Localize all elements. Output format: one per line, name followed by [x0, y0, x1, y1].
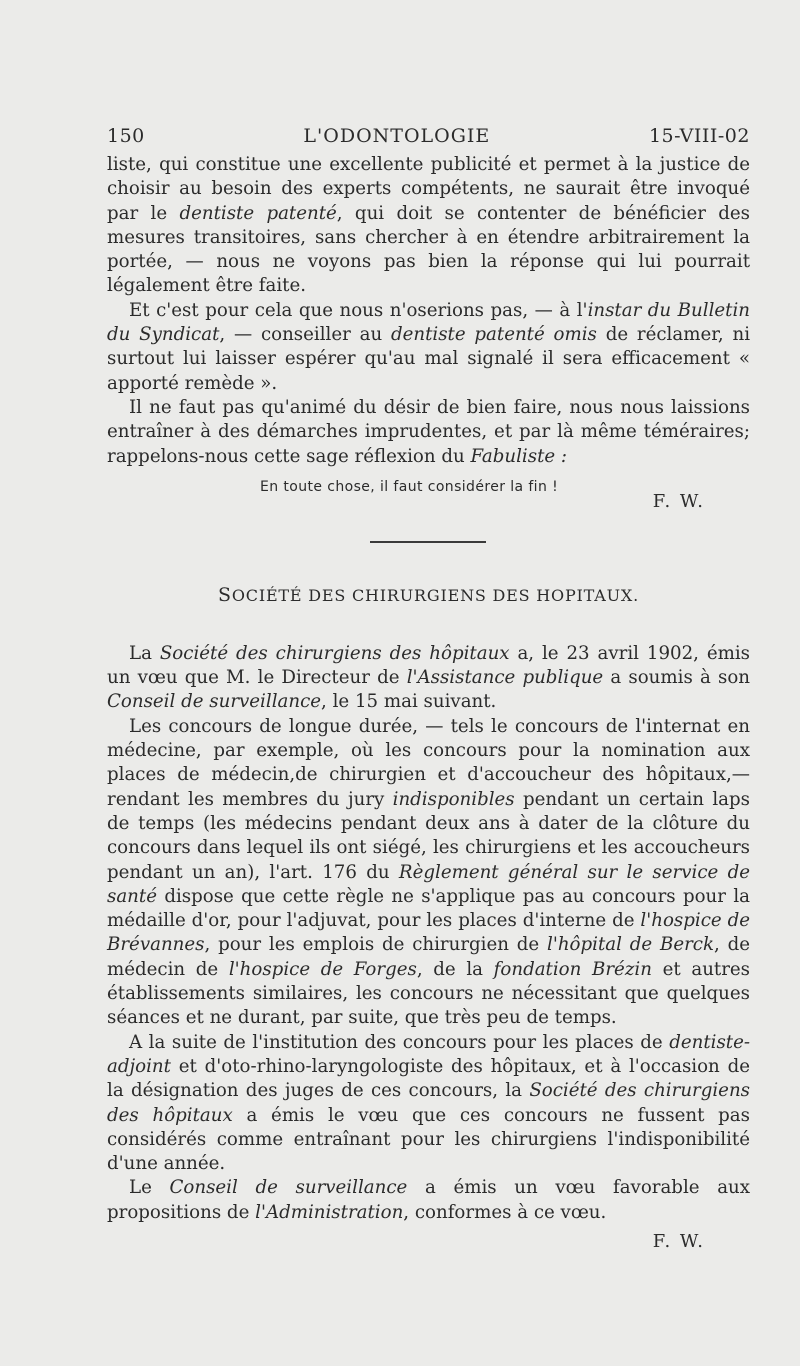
- italic-run: l'hospice de Brévannes: [107, 910, 750, 956]
- text-run: , pour les emplois de chirurgien de: [204, 934, 548, 956]
- section-heading-rest: OCIÉTÉ DES CHIRURGIENS DES HOPITAUX.: [231, 585, 639, 605]
- text-run: Et c'est pour cela que nous n'oserions pas, — à l': [129, 299, 588, 321]
- text-run: Les concours de longue durée, — tels le concours de l'internat en médecine, par exemple, où les concours pour la nomination aux places de médecin,de chirurgien et d'accoucheur des hôpitaux,— rendant les membres du jury: [107, 715, 750, 810]
- text-run: et autres établissements similaires, les concours ne nécessitant que quelques séances et ne durant, par suite, que très peu de temps.: [107, 958, 751, 1029]
- issue-date: 15-VIII-02: [648, 125, 750, 147]
- article1-paragraph-3: [107, 396, 750, 469]
- journal-title: L'ODONTOLOGIE: [303, 125, 491, 147]
- fabulist-quote: En toute chose, il faut considérer la fin !: [260, 478, 559, 495]
- italic-run: instar du Bulletin du Syndicat: [107, 299, 750, 346]
- text-run: de réclamer, ni surtout lui laisser espérer qu'au mal signalé il sera efficacement « apporté remède ».: [107, 324, 751, 394]
- page: [107, 125, 750, 1261]
- italic-run: Conseil de surveillance: [107, 691, 322, 713]
- italic-run: l'Administration: [255, 1201, 404, 1223]
- text-run: Il ne faut pas qu'animé du désir de bien faire, nous nous laissions entraîner à des démarches imprudentes, et par là même téméraires; rappelons-nous cette sage réflexion du: [107, 396, 750, 467]
- text-run: dispose que cette règle ne s'applique pas au concours pour la médaille d'or, pour l'adjuvat, pour les places d'interne de: [107, 885, 750, 932]
- italic-run: Société des chirurgiens des hôpitaux: [107, 1080, 750, 1126]
- article2-paragraph-4: [107, 1176, 750, 1225]
- text-run: Le: [129, 1177, 170, 1199]
- italic-run: Société des chirurgiens des hôpitaux: [159, 642, 510, 664]
- text-run: , — conseiller au: [219, 324, 391, 346]
- article1-paragraph-2: [107, 299, 750, 396]
- italic-run: Conseil de surveillance: [169, 1177, 408, 1199]
- article2-paragraph-2: [107, 715, 750, 1031]
- text-run: pendant un certain laps de temps (les médecins pendant deux ans à dater de la clôture du concours dans lequel ils ont siégé, les chirurgiens et les accoucheurs pendant un an), l'art. 176 du: [107, 788, 750, 883]
- article1-signature: F. W.: [652, 490, 705, 512]
- italic-run: fondation Brézin: [493, 958, 652, 980]
- section-heading: [107, 584, 750, 606]
- signature-row: [107, 1231, 750, 1261]
- italic-run: Fabuliste :: [470, 445, 568, 467]
- italic-run: indisponibles: [392, 788, 515, 810]
- page-number: 150: [107, 125, 145, 147]
- italic-run: l'hospice de Forges: [228, 958, 417, 980]
- italic-run: l'Assistance publique: [406, 667, 604, 689]
- text-run: , de la: [416, 958, 494, 980]
- text-run: et d'oto-rhino-laryngologiste des hôpitaux, et à l'occasion de la désignation des juges de ces concours, la: [107, 1055, 750, 1102]
- italic-run: dentiste patenté omis: [390, 324, 597, 346]
- article2-paragraph-1: [107, 642, 750, 715]
- running-header: [107, 125, 750, 153]
- text-run: A la suite de l'institution des concours pour les places de: [129, 1031, 670, 1053]
- italic-run: Règlement général sur le service de santé: [107, 861, 750, 907]
- article1-paragraph-1: [107, 153, 750, 299]
- text-run: , de médecin de: [107, 934, 751, 980]
- italic-run: dentiste patenté: [179, 202, 337, 224]
- section-divider: [370, 541, 486, 543]
- text-run: a émis le vœu que ces concours ne fussent pas considérés comme entraînant pour les chirurgiens l'indisponibilité d'une année.: [107, 1104, 750, 1175]
- article2-paragraph-3: [107, 1031, 750, 1177]
- section-heading-initial: S: [218, 583, 232, 606]
- text-run: a, le 23 avril 1902, émis un vœu que M. le Directeur de: [107, 642, 751, 689]
- text-run: La: [129, 642, 160, 664]
- italic-run: dentiste-adjoint: [107, 1031, 750, 1077]
- article2-signature: F. W.: [652, 1230, 705, 1252]
- text-run: a soumis à son: [603, 667, 750, 689]
- text-run: , le 15 mai suivant.: [321, 691, 497, 713]
- text-run: , conformes à ce vœu.: [403, 1201, 607, 1223]
- text-run: liste, qui constitue une excellente publicité et permet à la justice de choisir au besoin des experts compétents, ne saurait être invoqué par le: [107, 154, 750, 224]
- text-run: a émis un vœu favorable aux propositions de: [107, 1177, 751, 1223]
- text-run: , qui doit se contenter de bénéficier des mesures transitoires, sans chercher à en étendre arbitrairement la portée, — nous ne voyons pas bien la réponse qui lui pourrait légalement être faite.: [107, 202, 750, 297]
- italic-run: l'hôpital de Berck: [547, 934, 714, 956]
- quote-block: [107, 479, 750, 541]
